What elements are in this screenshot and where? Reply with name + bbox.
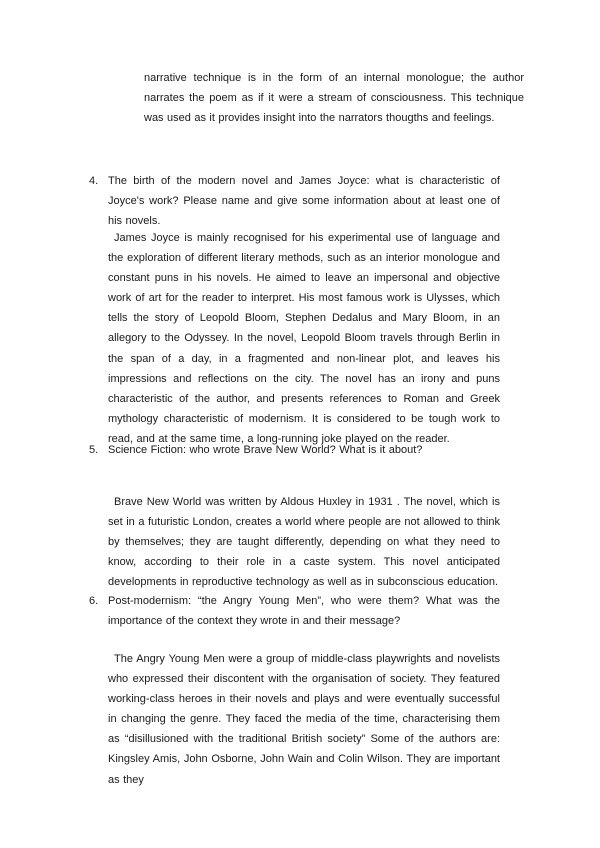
answer-paragraph: The Angry Young Men were a group of middle-class playwrights and novelists who expressed their discontent with the organisation of society. They featured working-class heroes in their novels and plays and were eventually successful in changing the genre. They faced the media of the time, characterising them as “disillusioned with the traditional British society” Some of the authors are: Kingsley Amis, John Osborne, John Wain and Colin Wilson. They are important as they: [108, 653, 500, 786]
question-number: 4.: [89, 175, 99, 187]
question-text: Science Fiction: who wrote Brave New World? What is it about?: [108, 444, 423, 456]
question-number: 6.: [89, 595, 99, 607]
answer-paragraph: James Joyce is mainly recognised for his experimental use of language and the exploration of different literary methods, such as an interior monologue and constant puns in his novels. He aimed to leave an impersonal and objective work of art for the reader to interpret. His most famous work is Ulysses, which tells the story of Leopold Bloom, Stephen Dedalus and Mary Bloom, in an allegory to the Odyssey. In the novel, Leopold Bloom travels through Berlin in the span of a day, in a fragmented and non-linear plot, and leaves his impressions and reflections on the city. The novel has an irony and puns characteristic of the author, and presents references to Roman and Greek mythology characteristic of modernism. It is considered to be tough work to read, and at the same time, a long-running joke played on the reader.: [108, 232, 500, 445]
question-text: The birth of the modern novel and James Joyce: what is characteristic of Joyce's work? Please name and give some information about at least one of his novels.: [108, 175, 500, 228]
question-number: 5.: [89, 444, 99, 456]
intro-paragraph: narrative technique is in the form of an internal monologue; the author narrates the poem as if it were a stream of consciousness. This technique was used as it provides insight into the narrators thougths and feelings.: [144, 72, 524, 125]
answer-paragraph: Brave New World was written by Aldous Huxley in 1931 . The novel, which is set in a futuristic London, creates a world where people are not allowed to think by themselves; they are taught differently, depending on what they need to know, according to their role in a caste system. This novel anticipated developments in reproductive technology as well as in subconscious education.: [108, 496, 500, 589]
question-text: Post-modernism: “the Angry Young Men”, who were them? What was the importance of the context they wrote in and their message?: [108, 595, 500, 628]
